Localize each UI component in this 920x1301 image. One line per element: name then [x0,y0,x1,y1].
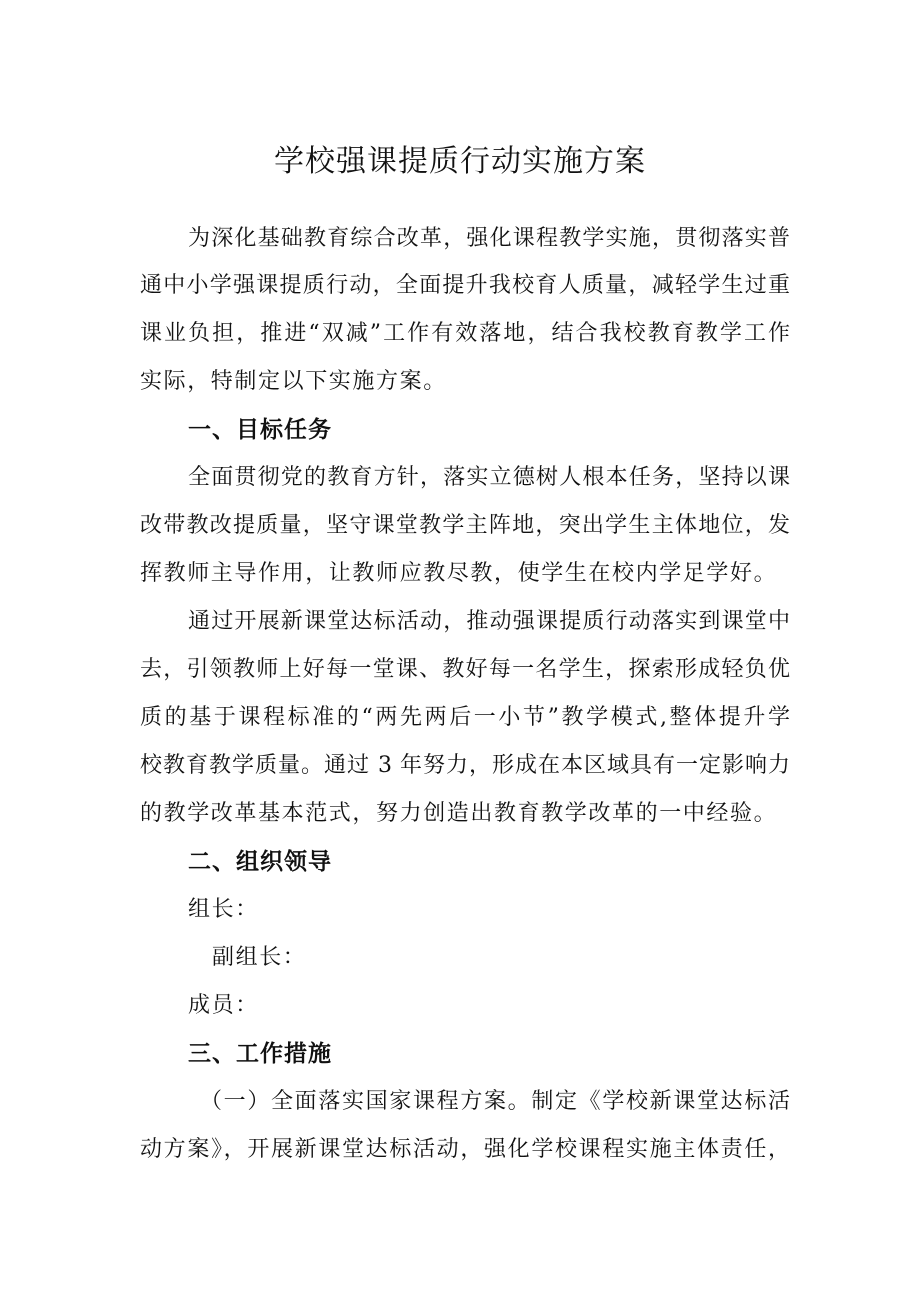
members-label: 成员： [188,993,259,1018]
intro-line-2: 通中小学强课提质行动，全面提升我校育人质量，减轻学生过重 [140,273,790,298]
document-title: 学校强课提质行动实施方案 [274,144,646,179]
intro-line-4: 实际，特制定以下实施方案。 [140,369,447,394]
section-1-para-1-line-3: 挥教师主导作用，让教师应教尽教，使学生在校内学足学好。 [140,561,778,586]
section-1-para-1-line-2: 改带教改提质量，坚守课堂教学主阵地，突出学生主体地位，发 [140,513,790,538]
section-3-item-1-line-2: 动方案》，开展新课堂达标活动，强化学校课程实施主体责任， [140,1137,790,1162]
deputy-leader-label: 副组长： [212,945,307,970]
section-1-para-1-line-1: 全面贯彻党的教育方针，落实立德树人根本任务，坚持以课 [188,465,790,490]
section-1-para-2-line-1: 通过开展新课堂达标活动，推动强课提质行动落实到课堂中 [188,609,790,634]
section-1-heading: 一、目标任务 [188,417,332,443]
intro-line-1: 为深化基础教育综合改革，强化课程教学实施，贯彻落实普 [188,226,790,251]
intro-line-3: 课业负担，推进“双减”工作有效落地，结合我校教育教学工作 [140,321,790,346]
leader-label: 组长： [188,897,259,922]
section-1-para-2-line-5: 的教学改革基本范式，努力创造出教育教学改革的一中经验。 [140,801,778,826]
section-3-heading: 三、工作措施 [188,1041,332,1067]
section-1-para-2-line-4: 校教育教学质量。通过 3 年努力，形成在本区域具有一定影响力 [140,753,790,778]
section-1-para-2-line-2: 去，引领教师上好每一堂课、教好每一名学生，探索形成轻负优 [140,657,790,682]
section-1-para-2-line-3: 质的基于课程标准的“两先两后一小节”教学模式,整体提升学 [140,705,790,730]
section-2-heading: 二、组织领导 [188,849,332,875]
section-3-item-1-line-1: （一）全面落实国家课程方案。制定《学校新课堂达标活 [200,1089,790,1114]
